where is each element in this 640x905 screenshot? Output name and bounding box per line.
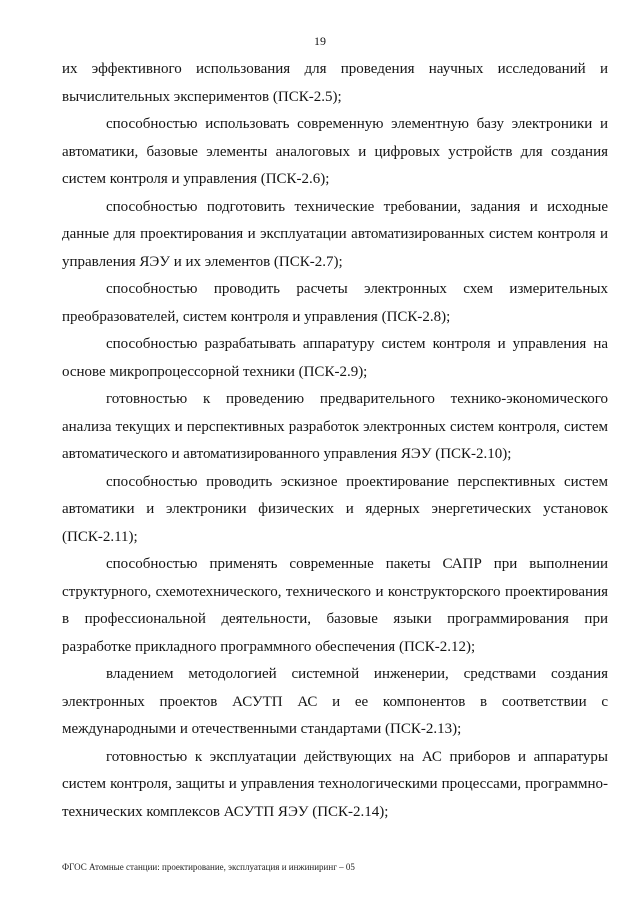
paragraph-psk-2-14: готовностью к эксплуатации действующих на АС приборов и аппаратуры систем контроля, защиты и управления технологическими процессами, программно-технических комплексов АСУТП ЯЭУ (ПСК-2.14); (62, 748, 608, 820)
page-number: 19 (314, 34, 326, 48)
paragraph-psk-2-6: способностью использовать современную элементную базу электроники и автоматики, базовые элементы аналоговых и цифровых устройств для создания систем контроля и управления (ПСК-2.6); (62, 116, 608, 187)
paragraph-continuation: их эффективного использования для проведения научных исследований и вычислительных экспериментов (ПСК-2.5); (62, 61, 608, 105)
page-footer: ФГОС Атомные станции: проектирование, эксплуатация и инжиниринг – 05 (62, 862, 355, 872)
paragraph-psk-2-12: способностью применять современные пакеты САПР при выполнении структурного, схемотехнического, технического и конструкторского проектирования в профессиональной деятельности, базовые языки программирования при разработке прикладного программного обеспечения (ПСК-2.12); (62, 556, 608, 655)
page-body (62, 56, 608, 826)
paragraph-psk-2-7: способностью подготовить технические требовании, задания и исходные данные для проектирования и эксплуатации автоматизированных систем контроля и управления ЯЭУ и их элементов (ПСК-2.7); (62, 198, 608, 270)
paragraph-psk-2-8: способностью проводить расчеты электронных схем измерительных преобразователей, систем контроля и управления (ПСК-2.8); (62, 281, 608, 325)
paragraph-psk-2-9: способностью разрабатывать аппаратуру систем контроля и управления на основе микропроцессорной техники (ПСК-2.9); (62, 336, 608, 380)
paragraph-psk-2-10: готовностью к проведению предварительного технико-экономического анализа текущих и перспективных разработок электронных систем контроля, систем автоматического и автоматизированного управления ЯЭУ (ПСК-2.10); (62, 391, 608, 462)
paragraph-psk-2-11: способностью проводить эскизное проектирование перспективных систем автоматики и электроники физических и ядерных энергетических установок (ПСК-2.11); (62, 473, 608, 545)
paragraph-psk-2-13: владением методологией системной инженерии, средствами создания электронных проектов АСУТП АС и ее компонентов в соответствии с международными и отечественными стандартами (ПСК-2.13); (62, 666, 608, 737)
